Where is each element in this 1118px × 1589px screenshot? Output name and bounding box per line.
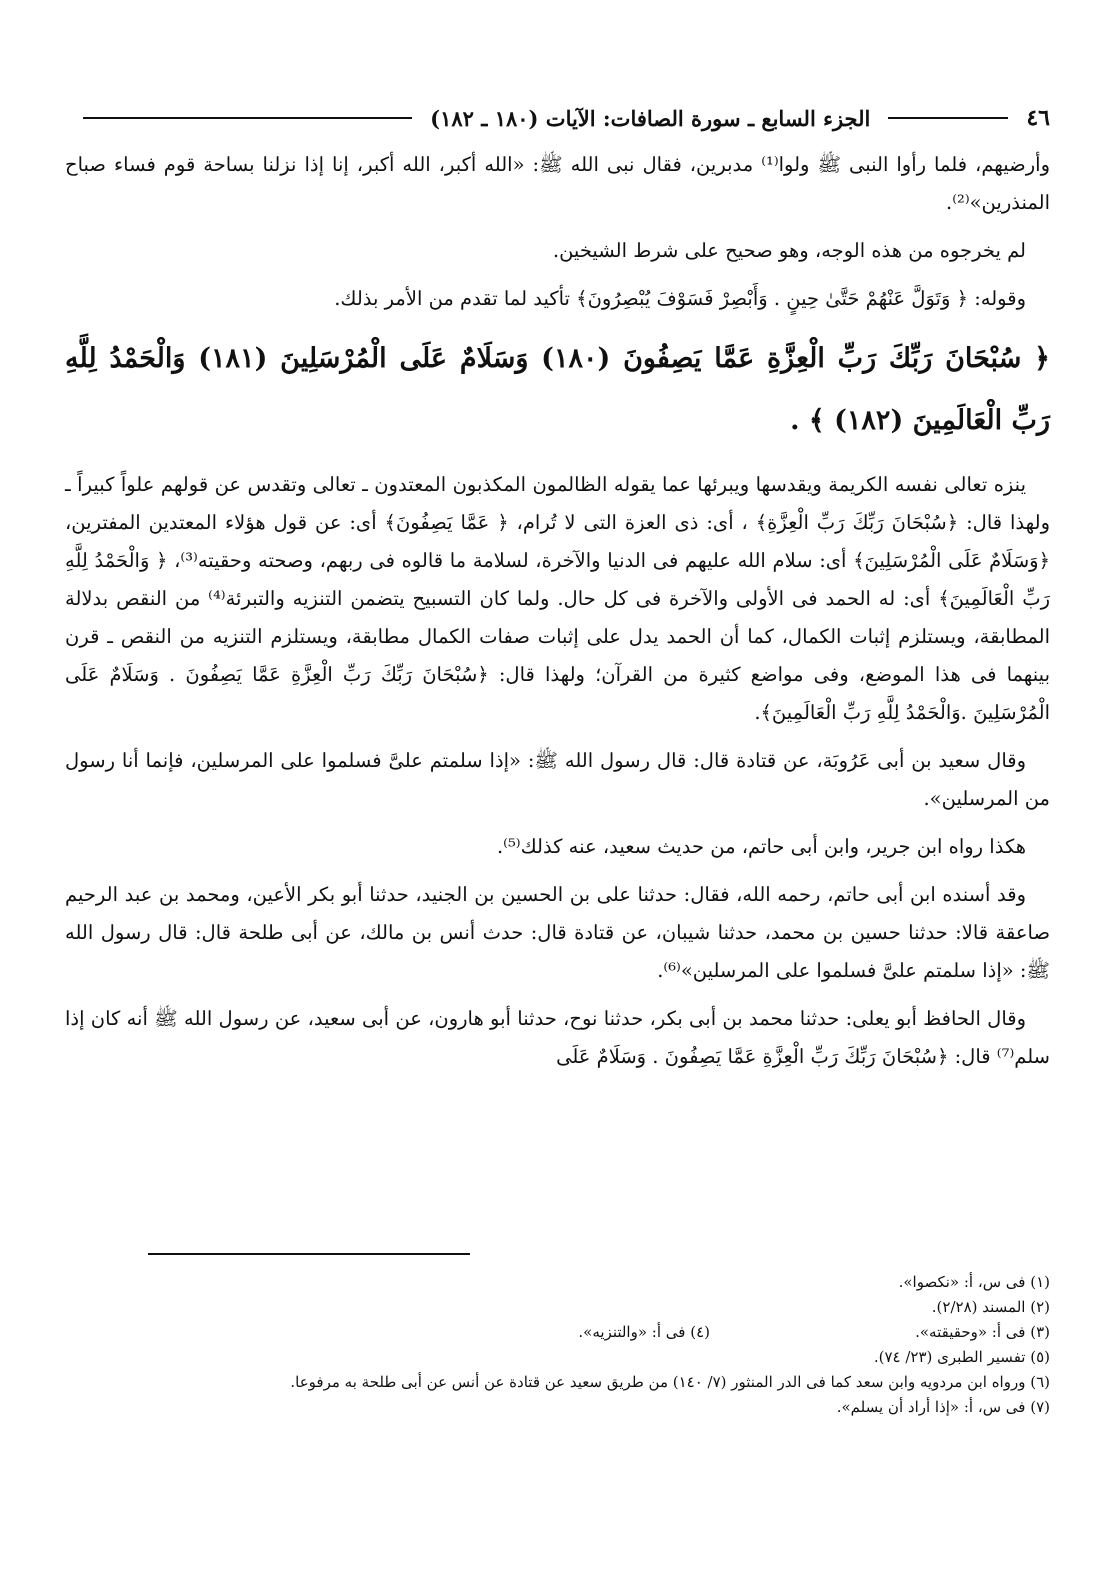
- quran-verse-block: ﴿ سُبْحَانَ رَبِّكَ رَبِّ الْعِزَّةِ عَمَّا يَصِفُونَ (١٨٠) وَسَلَامٌ عَلَى الْمُرْسَلِينَ (١٨١) وَالْحَمْدُ لِلَّهِ رَبِّ الْعَالَمِينَ (١٨٢) ﴾ .: [65, 343, 1050, 436]
- paragraph-6: هكذا رواه ابن جرير، وابن أبى حاتم، من حديث سعيد، عنه كذلك⁽⁵⁾.: [496, 835, 1026, 858]
- paragraph-1: وأرضيهم، فلما رأوا النبى ﷺ ولوا⁽¹⁾ مدبرين، فقال نبى الله ﷺ: «الله أكبر، الله أكبر، إنا إذا نزلنا بساحة قوم فساء صباح المنذرين»⁽²⁾.: [65, 153, 1050, 214]
- paragraph-7: وقد أسنده ابن أبى حاتم، رحمه الله، فقال: حدثنا على بن الحسين بن الجنيد، حدثنا أبو بكر الأعين، ومحمد بن عبد الرحيم صاعقة قالا: حدثنا حسين بن محمد، حدثنا شيبان، عن قتادة قال: حدث أنس بن مالك، عن أبى طلحة قال: قال رسول الله ﷺ: «إذا سلمتم علىَّ فسلموا على المرسلين»⁽⁶⁾.: [65, 883, 1050, 982]
- footnotes: [65, 1270, 1050, 1420]
- running-header: [65, 98, 1050, 138]
- paragraph-5: وقال سعيد بن أبى عَرُوبَة، عن قتادة قال: قال رسول الله ﷺ: «إذا سلمتم علىَّ فسلموا على المرسلين، فإنما أنا رسول من المرسلين».: [65, 749, 1050, 810]
- footnote-5: (٥) تفسير الطبرى (٢٣/ ٧٤).: [873, 1348, 1050, 1366]
- footnote-4: (٤) فى أ: «والتنزيه».: [578, 1323, 710, 1341]
- header-title: الجزء السابع ـ سورة الصافات: الآيات (١٨٠ ـ ١٨٢): [430, 105, 871, 131]
- paragraph-2: لم يخرجوه من هذه الوجه، وهو صحيح على شرط الشيخين.: [552, 239, 1026, 262]
- footnote-2: (٢) المسند (٢/٢٨).: [931, 1298, 1050, 1316]
- paragraph-4: ينزه تعالى نفسه الكريمة ويقدسها ويبرئها عما يقوله الظالمون المكذبون المعتدون ـ تعالى وتقدس عن قولهم علواً كبيراً ـ ولهذا قال: ﴿سُبْحَانَ رَبِّكَ رَبِّ الْعِزَّةِ﴾ ، أى: ذى العزة التى لا تُرام، ﴿ عَمَّا يَصِفُونَ﴾ أى: عن قول هؤلاء المعتدين المفترين، ﴿وَسَلَامٌ عَلَى الْمُرْسَلِينَ﴾ أى: سلام الله عليهم فى الدنيا والآخرة، لسلامة ما قالوه فى ربهم، وصحته وحقيته⁽³⁾، ﴿ وَالْحَمْدُ لِلَّهِ رَبِّ الْعَالَمِينَ﴾ أى: له الحمد فى الأولى والآخرة فى كل حال. ولما كان التسبيح يتضمن التنزيه والتبرئة⁽⁴⁾ من النقص بدلالة المطابقة، ويستلزم إثبات الكمال، كما أن الحمد يدل على إثبات صفات الكمال مطابقة، ويستلزم التنزيه من النقص ـ قرن بينهما فى هذا الموضع، وفى مواضع كثيرة من القرآن؛ ولهذا قال: ﴿سُبْحَانَ رَبِّكَ رَبِّ الْعِزَّةِ عَمَّا يَصِفُونَ . وَسَلَامٌ عَلَى الْمُرْسَلِينَ .وَالْحَمْدُ لِلَّهِ رَبِّ الْعَالَمِينَ﴾.: [65, 473, 1051, 724]
- footnote-3: (٣) فى أ: «وحقيقته».: [915, 1323, 1050, 1341]
- footnote-7: (٧) فى س، أ: «إذا أراد أن يسلم».: [836, 1398, 1050, 1416]
- page-number: ٤٦: [1026, 105, 1050, 131]
- footnote-6: (٦) ورواه ابن مردويه وابن سعد كما فى الدر المنثور (٧/ ١٤٠) من طريق سعيد عن قتادة عن أنس عن أبى طلحة به مرفوعا.: [290, 1373, 1050, 1391]
- header-rule-right: [888, 117, 1008, 119]
- paragraph-3: وقوله: ﴿ وَتَوَلَّ عَنْهُمْ حَتَّىٰ حِينٍ . وَأَبْصِرْ فَسَوْفَ يُبْصِرُونَ﴾ تأكيد لما تقدم من الأمر بذلك.: [334, 287, 1026, 310]
- main-text: [65, 146, 1050, 1086]
- footnote-divider: [148, 1253, 470, 1255]
- footnote-row-3-4: [65, 1320, 1050, 1345]
- header-rule-left: [83, 117, 412, 119]
- footnote-1: (١) فى س، أ: «نكصوا».: [898, 1273, 1050, 1291]
- paragraph-8: وقال الحافظ أبو يعلى: حدثنا محمد بن أبى بكر، حدثنا نوح، حدثنا أبو هارون، عن أبى سعيد، عن رسول الله ﷺ أنه كان إذا سلم⁽⁷⁾ قال: ﴿سُبْحَانَ رَبِّكَ رَبِّ الْعِزَّةِ عَمَّا يَصِفُونَ . وَسَلَامٌ عَلَى: [65, 1007, 1050, 1068]
